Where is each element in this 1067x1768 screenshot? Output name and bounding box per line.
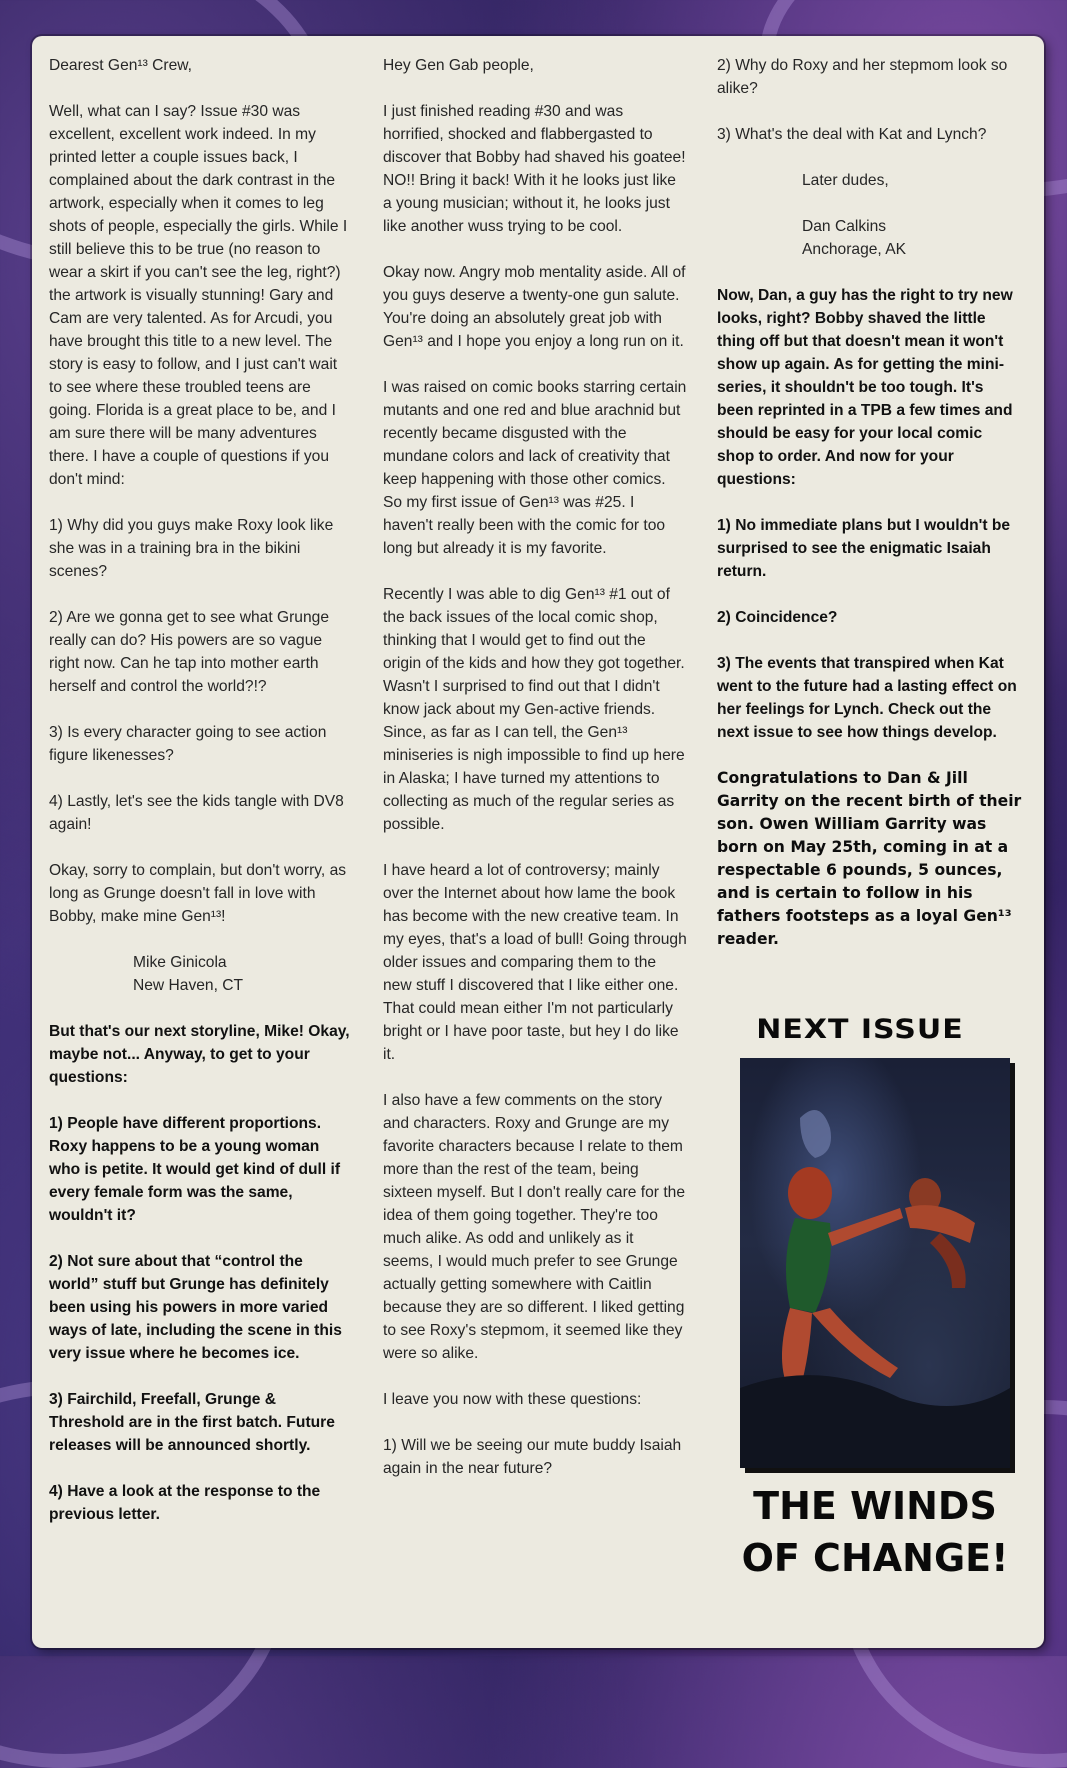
letter2-paragraph: I have heard a lot of controversy; mainly over the Internet about how lame the book has become with the new creative team. In my eyes, that's a load of bull! Going through older issues and comparing them to the new stuff I discovered that I like either one. That could mean either I'm not particularly bright or I have poor taste, but hey I do like it. [383, 862, 687, 1063]
reply1-paragraph: But that's our next storyline, Mike! Okay, maybe not... Anyway, to get to your questions: [49, 1023, 350, 1086]
letter2-signature [717, 215, 1022, 261]
next-issue-tagline [725, 1480, 1025, 1584]
signature-name: Dan Calkins [802, 218, 887, 235]
letter2-paragraph: 2) Why do Roxy and her stepmom look so alike? [717, 57, 1008, 97]
signature-location: New Haven, CT [133, 977, 244, 994]
letter2-paragraph: 3) What's the deal with Kat and Lynch? [717, 126, 987, 143]
reply2-paragraph: 2) Coincidence? [717, 609, 838, 626]
letter2-paragraph: Okay now. Angry mob mentality aside. All of you guys deserve a twenty-one gun salute. You're doing an absolutely great job with Gen¹³ and I hope you enjoy a long run on it. [383, 264, 686, 350]
congratulations-note: Congratulations to Dan & Jill Garrity on the recent birth of their son. Owen William Garrity was born on May 25th, coming in at a respectable 6 pounds, 5 ounces, and is certain to follow in his fathers footsteps as a loyal Gen¹³ reader. [717, 769, 1022, 948]
letter1-salutation: Dearest Gen¹³ Crew, [49, 57, 192, 74]
reply1-paragraph: 3) Fairchild, Freefall, Grunge & Threshold are in the first batch. Future releases will be announced shortly. [49, 1391, 335, 1454]
letter1-paragraph: 1) Why did you guys make Roxy look like she was in a training bra in the bikini scenes? [49, 517, 334, 580]
letter2-paragraph: I leave you now with these questions: [383, 1391, 642, 1408]
letter1-paragraph: 3) Is every character going to see action figure likenesses? [49, 724, 327, 764]
letter2-paragraph: I just finished reading #30 and was horrified, shocked and flabbergasted to discover that Bobby had shaved his goatee! NO!! Bring it back! With it he looks just like a young musician; without it, he looks just like another wuss trying to be cool. [383, 103, 686, 235]
next-issue-heading: NEXT ISSUE [756, 1013, 964, 1046]
letter2-paragraph: Recently I was able to dig Gen¹³ #1 out of the back issues of the local comic shop, thinking that I would get to find out the origin of the kids and how they got together. Wasn't I surprised to find out that I didn't know jack about my Gen-active friends. Since, as far as I can tell, the Gen¹³ miniseries is nigh impossible to find up here in Alaska; I have turned my attentions to collecting as much of the regular series as possible. [383, 586, 685, 833]
column-left [49, 54, 354, 1549]
letter1-paragraph: Okay, sorry to complain, but don't worry, as long as Grunge doesn't fall in love with Bobby, make mine Gen¹³! [49, 862, 347, 925]
letter1-paragraph: 4) Lastly, let's see the kids tangle with DV8 again! [49, 793, 344, 833]
reply2-paragraph: 3) The events that transpired when Kat went to the future had a lasting effect on her feelings for Lynch. Check out the next issue to see how things develop. [717, 655, 1017, 741]
letter1-paragraph: Well, what can I say? Issue #30 was excellent, excellent work indeed. In my printed letter a couple issues back, I complained about the dark contrast in the artwork, especially when it comes to leg shots of people, especially the girls. While I still believe this to be true (no reason to wear a skirt if you can't see the leg, right?) the artwork is visually stunning! Gary and Cam are very talented. As for Arcudi, you have brought this title to a new level. The story is easy to follow, and I just can't wait to see where these troubled teens are going. Florida is a great place to be, and I am sure there will be many adventures there. I have a couple of questions if you don't mind: [49, 103, 348, 488]
tagline-line-1: THE WINDS [753, 1484, 997, 1528]
reply1-paragraph: 1) People have different proportions. Roxy happens to be a young woman who is petite. It would get kind of dull if every female form was the same, wouldn't it? [49, 1115, 341, 1224]
letter2-paragraph: I also have a few comments on the story and characters. Roxy and Grunge are my favorite characters because I relate to them more than the rest of the team, being sixteen myself. But I don't really care for the idea of them going together. They're too much alike. As odd and unlikely as it seems, I would much prefer to see Grunge actually getting somewhere with Caitlin because they are so different. I liked getting to see Roxy's stepmom, it seemed like they were so alike. [383, 1092, 685, 1362]
signature-name: Mike Ginicola [133, 954, 227, 971]
letter2-salutation: Hey Gen Gab people, [383, 57, 534, 74]
reply2-paragraph: Now, Dan, a guy has the right to try new looks, right? Bobby shaved the little thing off but that doesn't mean it won't show up again. As for getting the mini-series, it shouldn't be too tough. It's been reprinted in a TPB a few times and should be easy for your local comic shop to order. And now for your questions: [717, 287, 1013, 488]
reply1-paragraph: 4) Have a look at the response to the previous letter. [49, 1483, 321, 1523]
letter2-closing: Later dudes, [802, 172, 889, 189]
letter2-paragraph: 1) Will we be seeing our mute buddy Isaiah again in the near future? [383, 1437, 682, 1477]
cover-illustration [740, 1058, 1010, 1468]
next-issue-cover-art [740, 1058, 1010, 1468]
column-middle [383, 54, 688, 1503]
reply2-paragraph: 1) No immediate plans but I wouldn't be surprised to see the enigmatic Isaiah return. [717, 517, 1011, 580]
letter2-paragraph: I was raised on comic books starring certain mutants and one red and blue arachnid but recently became disgusted with the mundane colors and lack of creativity that keep happening with those other comics. So my first issue of Gen¹³ was #25. I haven't really been with the comic for too long but already it is my favorite. [383, 379, 687, 557]
tagline-line-2: OF CHANGE! [741, 1536, 1009, 1580]
signature-location: Anchorage, AK [802, 241, 907, 258]
column-right [717, 54, 1022, 974]
reply1-paragraph: 2) Not sure about that “control the world” stuff but Grunge has definitely been using his powers in more varied ways of late, including the scene in this very issue where he becomes ice. [49, 1253, 342, 1362]
letter1-paragraph: 2) Are we gonna get to see what Grunge really can do? His powers are so vague right now. Can he tap into mother earth herself and control the world?!? [49, 609, 330, 695]
letter1-signature [49, 951, 354, 997]
